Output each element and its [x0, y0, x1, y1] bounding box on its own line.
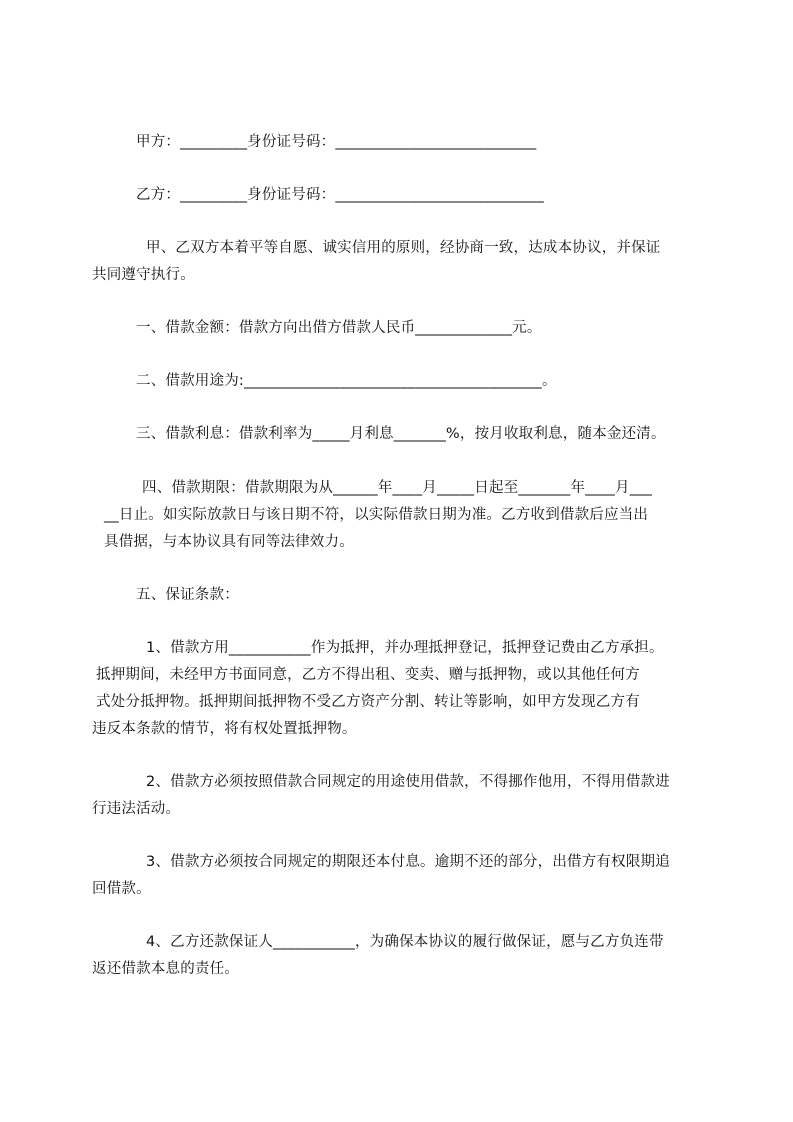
sub-clause-1-line-2: 抵押期间，未经甲方书面同意，乙方不得出租、变卖、赠与抵押物，或以其他任何方: [96, 667, 640, 683]
clause-3-interest: 三、借款利息：借款利率为_____月利息_______%，按月收取利息，随本金还清。: [136, 426, 666, 442]
clause-4-line-3: 具借据，与本协议具有同等法律效力。: [104, 534, 354, 550]
sub-clause-4-line-1: 4、乙方还款保证人___________，为确保本协议的履行做保证，愿与乙方负连带: [146, 934, 664, 950]
sub-clause-1-line-3: 式处分抵押物。抵押期间抵押物不受乙方资产分割、转让等影响，如甲方发现乙方有: [96, 694, 640, 710]
sub-clause-3-line-2: 回借款。: [92, 881, 151, 897]
sub-clause-4-line-2: 返还借款本息的责任。: [92, 961, 239, 977]
intro-paragraph-line-1: 甲、乙双方本着平等自愿、诚实信用的原则，经协商一致，达成本协议，并保证: [146, 240, 661, 256]
sub-clause-2-line-2: 行违法活动。: [92, 801, 181, 817]
sub-clause-1-line-1: 1、借款方用___________作为抵押，并办理抵押登记，抵押登记费由乙方承担。: [146, 640, 664, 656]
sub-clause-1-line-4: 违反本条款的情节，将有权处置抵押物。: [92, 721, 357, 737]
sub-clause-2-line-1: 2、借款方必须按照借款合同规定的用途使用借款，不得挪作他用，不得用借款进: [146, 774, 670, 790]
clause-1-amount: 一、借款金额：借款方向出借方借款人民币_____________元。: [136, 320, 542, 336]
intro-paragraph-line-2: 共同遵守执行。: [92, 267, 195, 283]
party-b-line: 乙方：_________身份证号码：____________________________: [136, 187, 544, 203]
clause-2-purpose: 二、借款用途为:________________________________________。: [136, 373, 557, 389]
party-a-line: 甲方：_________身份证号码：___________________________: [136, 134, 537, 150]
clause-5-heading: 五、保证条款：: [136, 587, 239, 603]
sub-clause-3-line-1: 3、借款方必须按合同规定的期限还本付息。逾期不还的部分，出借方有权限期追: [146, 854, 670, 870]
clause-4-line-2: __日止。如实际放款日与该日期不符，以实际借款日期为准。乙方收到借款后应当出: [104, 507, 649, 523]
clause-4-line-1: 四、借款期限：借款期限为从______年____月_____日起至_______年____月___: [142, 480, 653, 496]
